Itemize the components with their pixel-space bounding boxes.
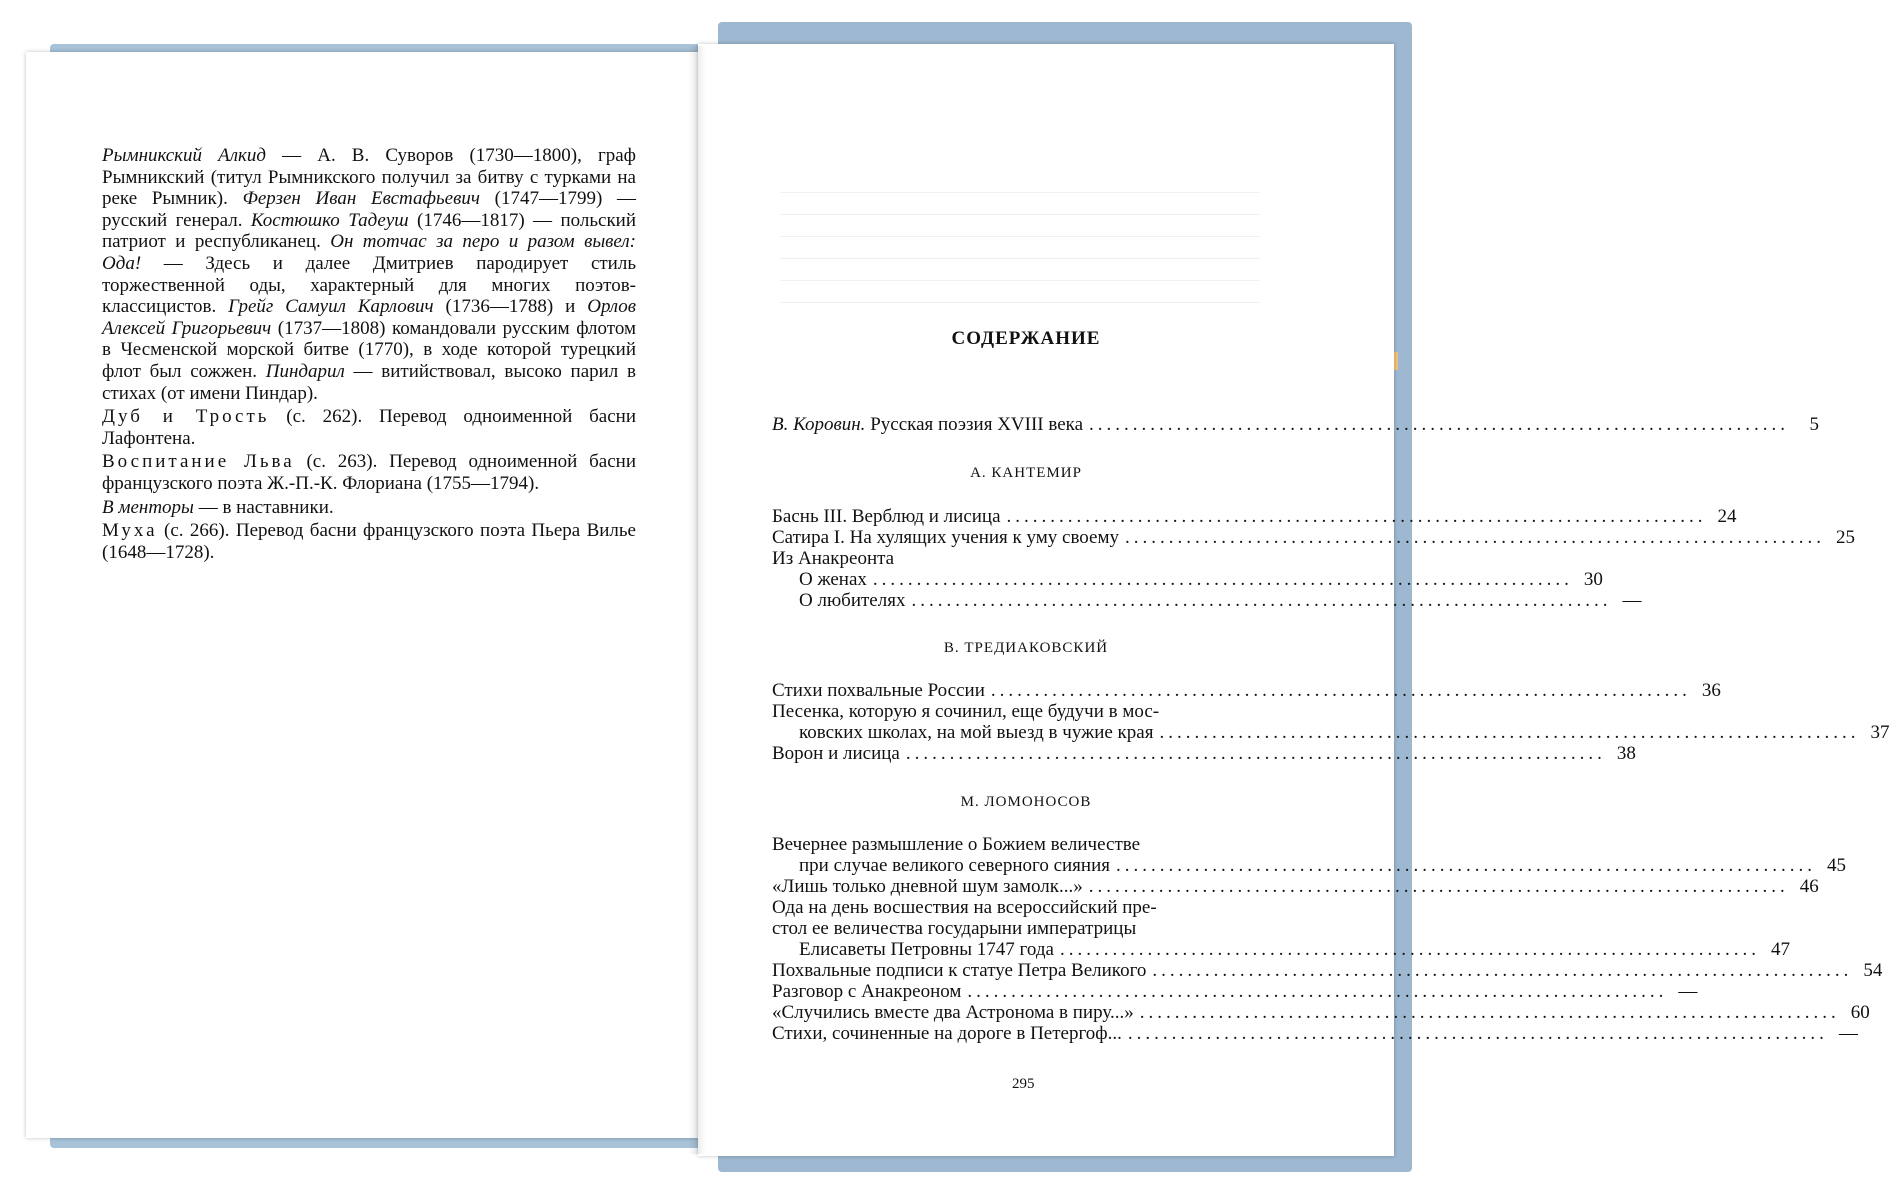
- toc-entry-title: Ода на день восшествия на всероссийский пре-: [772, 897, 1157, 918]
- toc-entry: [772, 1023, 1858, 1044]
- note-term-italic: Костюшко Тадеуш: [250, 209, 409, 231]
- toc-entry-title: стол ее величества государыни императрицы: [772, 918, 1137, 939]
- toc-entry: [772, 876, 1819, 897]
- toc-entry-page: 54: [1863, 960, 1883, 981]
- toc-entry-title: Стихи похвальные России: [772, 680, 985, 701]
- toc-entry-title: Ворон и лисица: [772, 743, 900, 764]
- toc-entry-page: 60: [1850, 1002, 1870, 1023]
- intro-author: В. Коровин.: [772, 414, 866, 435]
- toc-entry: [772, 939, 1790, 960]
- note-text: (с. 263). Перевод одноименной басни французского поэта Ж.-П.-К. Флориана (1755—1794).: [102, 451, 637, 494]
- note-paragraph: [102, 145, 636, 404]
- dot-leader: ................................................................................: [1089, 414, 1790, 435]
- intro-title: Русская поэзия XVIII века: [865, 414, 1084, 435]
- toc-entry: [772, 981, 1698, 1002]
- toc-entry: [772, 855, 1846, 876]
- note-term-italic: Пиндарил: [265, 360, 345, 382]
- toc-entry-title: ковских школах, на мой выезд в чужие края: [799, 722, 1154, 743]
- toc-entry-title: Разговор с Анакреоном: [772, 981, 962, 1002]
- note-text: (1736—1788) и: [433, 296, 588, 318]
- note-paragraph: [102, 451, 636, 494]
- dot-leader: ................................................................................: [872, 569, 1573, 590]
- section-heading-kantemir: А. КАНТЕМИР: [970, 465, 1082, 481]
- note-term-italic: Он тотчас за перо и разом вывел: Ода!: [102, 231, 637, 274]
- dot-leader: ................................................................................: [967, 981, 1668, 1002]
- toc-entry-title: О любителях: [799, 590, 906, 611]
- toc-entry: [772, 743, 1636, 764]
- section-trediakovsky-entries: [772, 680, 1889, 764]
- toc-entry-page: 25: [1836, 527, 1855, 548]
- toc-entry-page: 30: [1583, 569, 1603, 590]
- toc-entry-title: Из Анакреонта: [772, 548, 895, 569]
- note-term-italic: Грейг Самуил Карлович: [228, 296, 434, 318]
- note-text: — в наставники.: [193, 496, 334, 518]
- toc-entry-title: Сатира I. На хулящих учения к уму своему: [772, 527, 1119, 548]
- toc-entry: [772, 897, 1284, 918]
- toc-entry: [772, 701, 1284, 722]
- dot-leader: ................................................................................: [1059, 939, 1760, 960]
- note-paragraph: [102, 406, 636, 449]
- dot-leader: ................................................................................: [1088, 876, 1789, 897]
- note-title-spaced: Дуб и Трость: [102, 406, 270, 428]
- toc-entry: [772, 569, 1603, 590]
- toc-entry-title: Вечернее размышление о Божием величестве: [772, 834, 1141, 855]
- note-text: — Здесь и далее Дмитриев пародирует стиль торжественной оды, характерный для многих поэтов-классицистов.: [102, 252, 636, 318]
- section-kantemir-entries: [772, 506, 1855, 611]
- toc-entry: [772, 834, 1284, 855]
- dot-leader: ................................................................................: [1125, 527, 1825, 548]
- toc-entry: [772, 548, 1284, 569]
- dot-leader: ................................................................................: [1139, 1002, 1840, 1023]
- toc-entry-page: 45: [1827, 855, 1846, 876]
- note-text: (1737—1808) командовали русским флотом в Чесменской морской битве (1770), в ходе которой турецкий флот был сожжен.: [102, 317, 636, 382]
- section-heading-trediakovsky: В. ТРЕДИАКОВСКИЙ: [943, 640, 1109, 656]
- toc-entry: [772, 680, 1721, 701]
- toc-entry: [772, 960, 1883, 981]
- toc-entry: [772, 722, 1889, 743]
- dot-leader: ................................................................................: [905, 743, 1606, 764]
- section-lomonosov-entries: [772, 834, 1883, 1044]
- book-spine: [688, 46, 706, 1154]
- dot-leader: ................................................................................: [911, 590, 1612, 611]
- page-number: 295: [1012, 1076, 1035, 1092]
- toc-entry-page: 37: [1870, 722, 1889, 743]
- note-text: (с. 262). Перевод одноименной басни Лафонтена.: [102, 406, 636, 449]
- toc-entry-title: Елисаветы Петровны 1747 года: [799, 939, 1054, 960]
- toc-entry-title: «Лишь только дневной шум замолк...»: [772, 876, 1083, 897]
- note-term-italic: Орлов Алексей Григорьевич: [102, 296, 636, 339]
- toc-entry-title: Песенка, которую я сочинил, еще будучи в мос-: [772, 701, 1160, 722]
- toc-entry-page: —: [1622, 590, 1642, 611]
- toc-intro-entry: [772, 414, 1820, 435]
- toc-entry-page: 24: [1717, 506, 1737, 527]
- toc-entry-page: 36: [1701, 680, 1721, 701]
- dot-leader: ................................................................................: [1006, 506, 1707, 527]
- note-paragraph: [102, 520, 636, 563]
- commentary-notes: [102, 145, 636, 565]
- note-title-spaced: Муха: [102, 520, 158, 542]
- note-text: — витийствовал, высоко парил в стихах (от имени Пиндар).: [102, 360, 636, 404]
- toc-entry: [772, 527, 1855, 548]
- note-text: — А. В. Суворов (1730—1800), граф Рымникский (титул Рымникского получил за битву с турками на реке Рымник).: [102, 145, 636, 210]
- toc-entry-page: 47: [1770, 939, 1790, 960]
- toc-entry-page: 38: [1616, 743, 1636, 764]
- note-text: (с. 266). Перевод басни французского поэта Пьера Вилье (1648—1728).: [102, 520, 636, 563]
- note-paragraph: [102, 497, 636, 519]
- dot-leader: ................................................................................: [1127, 1023, 1828, 1044]
- dot-leader: ................................................................................: [1116, 855, 1816, 876]
- toc-entry-page: —: [1838, 1023, 1858, 1044]
- contents-title: СОДЕРЖАНИЕ: [951, 328, 1101, 349]
- note-term-italic: Ферзен Иван Евстафьевич: [242, 188, 480, 210]
- dot-leader: ................................................................................: [1159, 722, 1860, 743]
- toc-entry: [772, 506, 1737, 527]
- dot-leader: ................................................................................: [1152, 960, 1853, 981]
- intro-page: 5: [1809, 414, 1820, 435]
- toc-entry-page: —: [1678, 981, 1698, 1002]
- toc-entry-page: 46: [1799, 876, 1819, 897]
- toc-entry-title: при случае великого северного сияния: [799, 855, 1110, 876]
- toc-entry-title: Баснь III. Верблюд и лисица: [772, 506, 1001, 527]
- note-term-italic: В менторы: [102, 496, 194, 518]
- section-heading-lomonosov: М. ЛОМОНОСОВ: [960, 794, 1092, 810]
- toc-entry: [772, 1002, 1870, 1023]
- note-text: (1747—1799) — русский генерал.: [102, 188, 637, 231]
- toc-entry-title: Похвальные подписи к статуе Петра Великого: [772, 960, 1147, 981]
- toc-entry: [772, 918, 1284, 939]
- toc-entry-title: «Случились вместе два Астронома в пиру...»: [772, 1002, 1134, 1023]
- toc-entry-title: Стихи, сочиненные на дороге в Петергоф...: [772, 1023, 1122, 1044]
- toc-entry: [772, 590, 1642, 611]
- note-term-italic: Рымникский Алкид: [102, 145, 267, 166]
- toc-entry-title: О женах: [799, 569, 867, 590]
- dot-leader: ................................................................................: [990, 680, 1691, 701]
- note-text: (1746—1817) — польский патриот и республиканец.: [102, 209, 637, 253]
- note-title-spaced: Воспитание Льва: [102, 451, 295, 473]
